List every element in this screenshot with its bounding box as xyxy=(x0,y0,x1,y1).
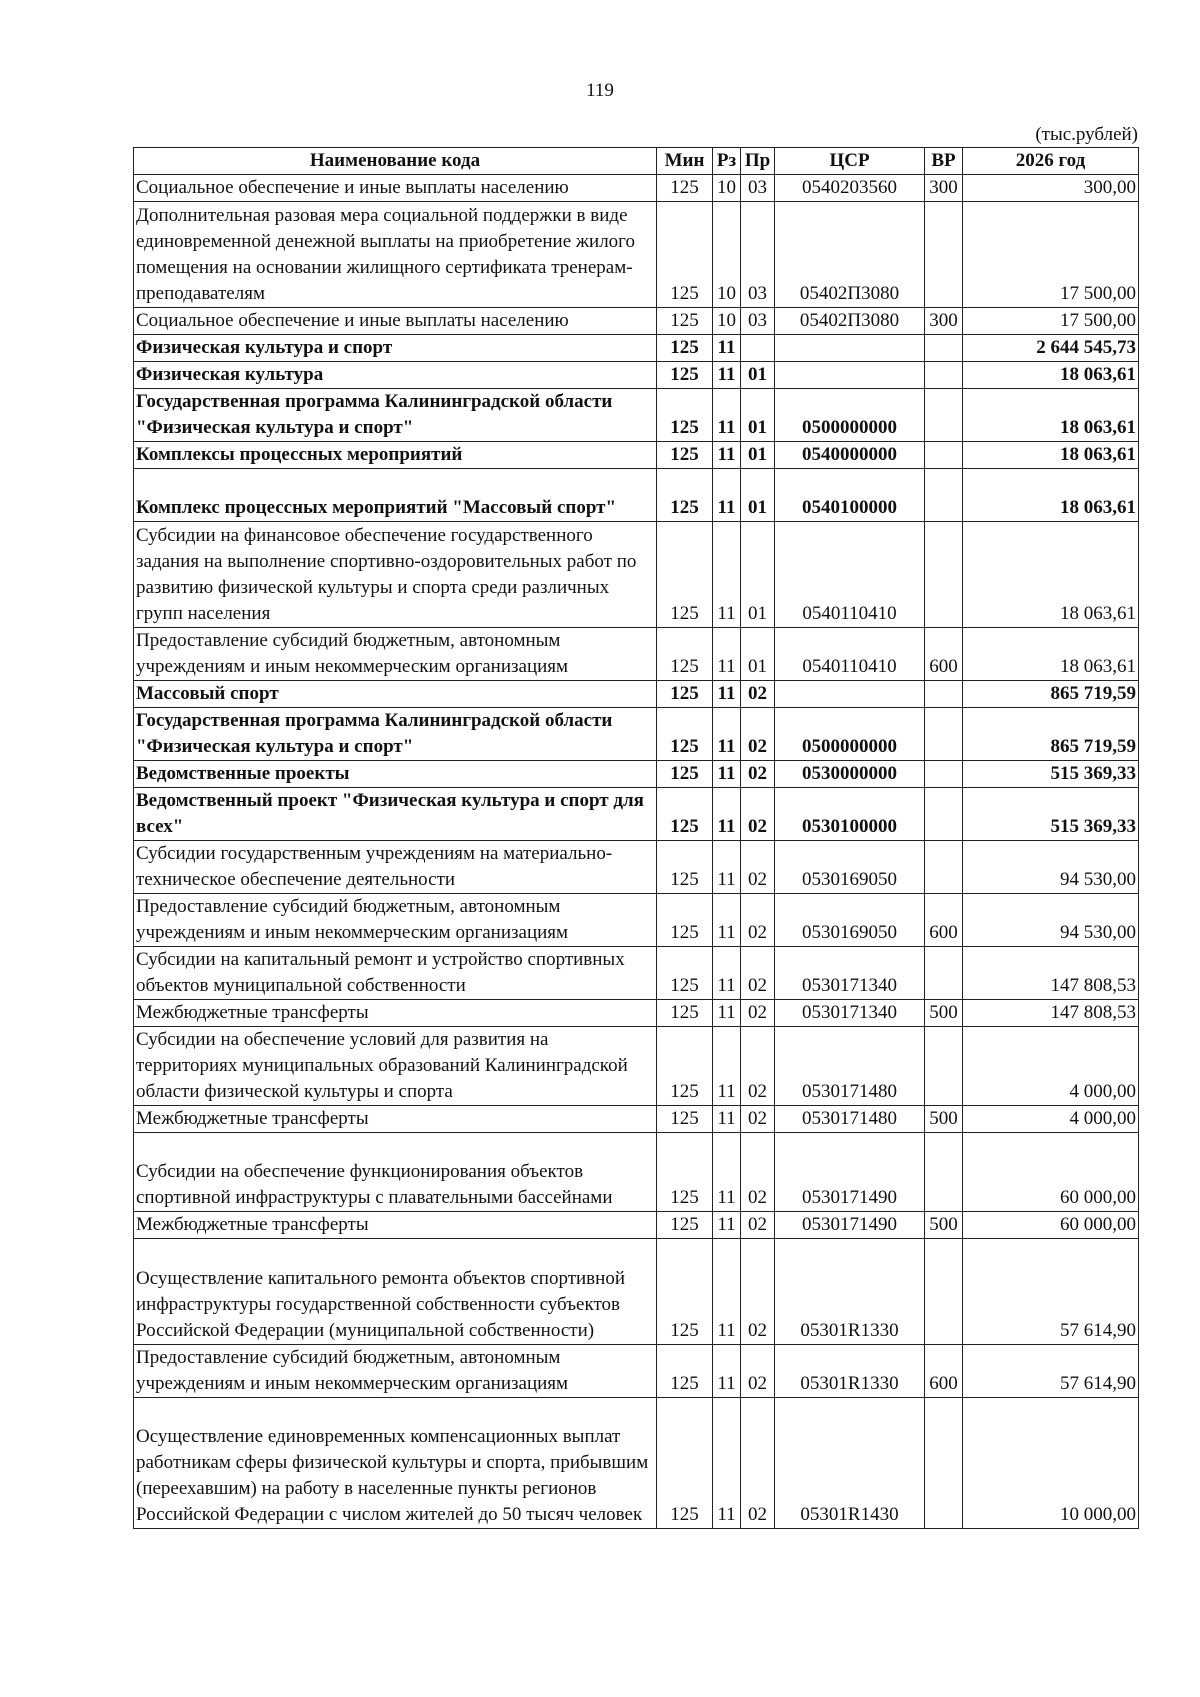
cell-csr: 0530171490 xyxy=(775,1133,925,1212)
cell-min: 125 xyxy=(657,788,713,841)
cell-pr: 01 xyxy=(741,389,775,442)
cell-amount: 4 000,00 xyxy=(963,1106,1139,1133)
cell-pr: 02 xyxy=(741,708,775,761)
cell-amount: 57 614,90 xyxy=(963,1239,1139,1345)
cell-vr xyxy=(925,362,963,389)
cell-amount: 18 063,61 xyxy=(963,389,1139,442)
budget-table xyxy=(133,147,1139,1529)
cell-name: Субсидии на обеспечение функционирования объектов спортивной инфраструктуры с плавательными бассейнами xyxy=(134,1133,657,1212)
cell-amount: 515 369,33 xyxy=(963,788,1139,841)
cell-name: Субсидии на капитальный ремонт и устройство спортивных объектов муниципальной собственности xyxy=(134,947,657,1000)
cell-name: Межбюджетные трансферты xyxy=(134,1212,657,1239)
cell-rz: 11 xyxy=(713,1027,741,1106)
cell-csr: 0540000000 xyxy=(775,442,925,469)
cell-vr: 500 xyxy=(925,1106,963,1133)
cell-rz: 11 xyxy=(713,362,741,389)
cell-csr xyxy=(775,681,925,708)
cell-pr: 02 xyxy=(741,681,775,708)
cell-vr: 500 xyxy=(925,1000,963,1027)
table-row xyxy=(134,1133,1139,1212)
cell-rz: 10 xyxy=(713,202,741,308)
cell-csr: 05402П3080 xyxy=(775,202,925,308)
cell-amount: 2 644 545,73 xyxy=(963,335,1139,362)
cell-rz: 11 xyxy=(713,1345,741,1398)
cell-min: 125 xyxy=(657,1345,713,1398)
cell-min: 125 xyxy=(657,681,713,708)
cell-pr: 02 xyxy=(741,1027,775,1106)
units-label: (тыс.рублей) xyxy=(1035,124,1138,145)
cell-csr: 0500000000 xyxy=(775,708,925,761)
cell-pr: 02 xyxy=(741,894,775,947)
cell-csr: 0540203560 xyxy=(775,175,925,202)
cell-rz: 11 xyxy=(713,761,741,788)
cell-pr: 02 xyxy=(741,788,775,841)
cell-amount: 17 500,00 xyxy=(963,308,1139,335)
cell-min: 125 xyxy=(657,1106,713,1133)
table-row xyxy=(134,442,1139,469)
cell-vr xyxy=(925,708,963,761)
cell-min: 125 xyxy=(657,202,713,308)
cell-amount: 94 530,00 xyxy=(963,894,1139,947)
cell-csr: 0500000000 xyxy=(775,389,925,442)
cell-name: Осуществление единовременных компенсационных выплат работникам сферы физической культуры и спорта, прибывшим (переехавшим) на работу в населенные пункты регионов Российской Федерации с числом жителей до 50 тысяч человек xyxy=(134,1398,657,1529)
cell-rz: 11 xyxy=(713,1106,741,1133)
cell-rz: 10 xyxy=(713,175,741,202)
cell-name: Ведомственный проект "Физическая культура и спорт для всех" xyxy=(134,788,657,841)
cell-vr xyxy=(925,1239,963,1345)
cell-name: Массовый спорт xyxy=(134,681,657,708)
table-row xyxy=(134,761,1139,788)
cell-name: Комплекс процессных мероприятий "Массовый спорт" xyxy=(134,469,657,522)
cell-csr: 0530100000 xyxy=(775,788,925,841)
cell-csr: 05301R1330 xyxy=(775,1345,925,1398)
cell-amount: 18 063,61 xyxy=(963,469,1139,522)
table-body xyxy=(134,175,1139,1529)
cell-min: 125 xyxy=(657,522,713,628)
cell-name: Субсидии государственным учреждениям на материально-техническое обеспечение деятельности xyxy=(134,841,657,894)
cell-name: Социальное обеспечение и иные выплаты населению xyxy=(134,308,657,335)
cell-pr: 03 xyxy=(741,175,775,202)
cell-vr xyxy=(925,469,963,522)
cell-csr: 0530000000 xyxy=(775,761,925,788)
cell-rz: 10 xyxy=(713,308,741,335)
cell-min: 125 xyxy=(657,841,713,894)
cell-csr: 0540110410 xyxy=(775,522,925,628)
cell-amount: 10 000,00 xyxy=(963,1398,1139,1529)
table-row xyxy=(134,1000,1139,1027)
cell-pr: 01 xyxy=(741,628,775,681)
cell-vr xyxy=(925,788,963,841)
cell-name: Физическая культура и спорт xyxy=(134,335,657,362)
cell-vr: 300 xyxy=(925,308,963,335)
cell-min: 125 xyxy=(657,761,713,788)
cell-vr: 300 xyxy=(925,175,963,202)
table-row xyxy=(134,1398,1139,1529)
cell-pr: 02 xyxy=(741,1239,775,1345)
cell-csr: 0530171490 xyxy=(775,1212,925,1239)
cell-pr: 02 xyxy=(741,1106,775,1133)
cell-pr xyxy=(741,335,775,362)
cell-amount: 60 000,00 xyxy=(963,1212,1139,1239)
cell-name: Социальное обеспечение и иные выплаты населению xyxy=(134,175,657,202)
cell-name: Ведомственные проекты xyxy=(134,761,657,788)
table-row xyxy=(134,308,1139,335)
cell-csr: 05402П3080 xyxy=(775,308,925,335)
table-row xyxy=(134,522,1139,628)
table-row xyxy=(134,1212,1139,1239)
cell-vr xyxy=(925,202,963,308)
cell-amount: 865 719,59 xyxy=(963,681,1139,708)
cell-name: Физическая культура xyxy=(134,362,657,389)
cell-csr: 0540100000 xyxy=(775,469,925,522)
cell-name: Осуществление капитального ремонта объектов спортивной инфраструктуры государственной собственности субъектов Российской Федерации (муниципальной собственности) xyxy=(134,1239,657,1345)
cell-name: Субсидии на обеспечение условий для развития на территориях муниципальных образований Калининградской области физической культуры и спорта xyxy=(134,1027,657,1106)
cell-min: 125 xyxy=(657,894,713,947)
cell-vr xyxy=(925,681,963,708)
cell-rz: 11 xyxy=(713,947,741,1000)
cell-vr xyxy=(925,1398,963,1529)
cell-vr xyxy=(925,522,963,628)
cell-rz: 11 xyxy=(713,894,741,947)
table-row xyxy=(134,947,1139,1000)
cell-min: 125 xyxy=(657,175,713,202)
cell-name: Предоставление субсидий бюджетным, автономным учреждениям и иным некоммерческим организациям xyxy=(134,894,657,947)
table-row xyxy=(134,202,1139,308)
cell-amount: 94 530,00 xyxy=(963,841,1139,894)
table-row xyxy=(134,1345,1139,1398)
page-number: 119 xyxy=(586,80,614,101)
cell-pr: 02 xyxy=(741,1000,775,1027)
cell-rz: 11 xyxy=(713,1239,741,1345)
cell-min: 125 xyxy=(657,1239,713,1345)
cell-vr xyxy=(925,761,963,788)
header-pr: Пр xyxy=(741,148,775,175)
cell-vr: 600 xyxy=(925,894,963,947)
cell-rz: 11 xyxy=(713,1398,741,1529)
cell-rz: 11 xyxy=(713,335,741,362)
cell-min: 125 xyxy=(657,308,713,335)
header-csr: ЦСР xyxy=(775,148,925,175)
cell-min: 125 xyxy=(657,389,713,442)
cell-csr: 05301R1330 xyxy=(775,1239,925,1345)
cell-rz: 11 xyxy=(713,1000,741,1027)
table-row xyxy=(134,708,1139,761)
cell-amount: 18 063,61 xyxy=(963,522,1139,628)
header-year: 2026 год xyxy=(963,148,1139,175)
cell-rz: 11 xyxy=(713,522,741,628)
cell-vr xyxy=(925,389,963,442)
cell-amount: 865 719,59 xyxy=(963,708,1139,761)
cell-vr: 600 xyxy=(925,1345,963,1398)
cell-amount: 147 808,53 xyxy=(963,1000,1139,1027)
cell-min: 125 xyxy=(657,947,713,1000)
cell-min: 125 xyxy=(657,1133,713,1212)
table-row xyxy=(134,469,1139,522)
table-row xyxy=(134,788,1139,841)
cell-csr: 0530169050 xyxy=(775,841,925,894)
cell-name: Дополнительная разовая мера социальной поддержки в виде единовременной денежной выплаты на приобретение жилого помещения на основании жилищного сертификата тренерам-преподавателям xyxy=(134,202,657,308)
cell-name: Межбюджетные трансферты xyxy=(134,1106,657,1133)
cell-csr: 05301R1430 xyxy=(775,1398,925,1529)
cell-name: Государственная программа Калининградской области "Физическая культура и спорт" xyxy=(134,389,657,442)
table-row xyxy=(134,1027,1139,1106)
cell-rz: 11 xyxy=(713,469,741,522)
cell-rz: 11 xyxy=(713,681,741,708)
cell-pr: 03 xyxy=(741,308,775,335)
cell-pr: 02 xyxy=(741,947,775,1000)
cell-amount: 57 614,90 xyxy=(963,1345,1139,1398)
cell-rz: 11 xyxy=(713,708,741,761)
cell-min: 125 xyxy=(657,1027,713,1106)
cell-name: Межбюджетные трансферты xyxy=(134,1000,657,1027)
cell-csr: 0530171340 xyxy=(775,1000,925,1027)
cell-rz: 11 xyxy=(713,1212,741,1239)
cell-pr: 02 xyxy=(741,1398,775,1529)
cell-csr: 0530169050 xyxy=(775,894,925,947)
cell-rz: 11 xyxy=(713,1133,741,1212)
cell-vr xyxy=(925,841,963,894)
cell-vr xyxy=(925,1133,963,1212)
cell-csr xyxy=(775,335,925,362)
table-row xyxy=(134,628,1139,681)
table-row xyxy=(134,1239,1139,1345)
cell-min: 125 xyxy=(657,335,713,362)
cell-pr: 03 xyxy=(741,202,775,308)
cell-amount: 18 063,61 xyxy=(963,442,1139,469)
header-name: Наименование кода xyxy=(134,148,657,175)
cell-rz: 11 xyxy=(713,628,741,681)
cell-min: 125 xyxy=(657,469,713,522)
cell-rz: 11 xyxy=(713,442,741,469)
cell-amount: 300,00 xyxy=(963,175,1139,202)
cell-pr: 02 xyxy=(741,1345,775,1398)
cell-name: Предоставление субсидий бюджетным, автономным учреждениям и иным некоммерческим организациям xyxy=(134,628,657,681)
cell-amount: 60 000,00 xyxy=(963,1133,1139,1212)
cell-pr: 01 xyxy=(741,469,775,522)
header-min: Мин xyxy=(657,148,713,175)
cell-min: 125 xyxy=(657,442,713,469)
header-vr: ВР xyxy=(925,148,963,175)
cell-pr: 02 xyxy=(741,1133,775,1212)
cell-pr: 02 xyxy=(741,761,775,788)
cell-min: 125 xyxy=(657,1212,713,1239)
cell-vr xyxy=(925,947,963,1000)
cell-vr: 600 xyxy=(925,628,963,681)
cell-amount: 17 500,00 xyxy=(963,202,1139,308)
table-header-row xyxy=(134,148,1139,175)
cell-rz: 11 xyxy=(713,841,741,894)
cell-min: 125 xyxy=(657,362,713,389)
header-rz: Рз xyxy=(713,148,741,175)
cell-csr: 0530171480 xyxy=(775,1106,925,1133)
table-row xyxy=(134,335,1139,362)
table-row xyxy=(134,681,1139,708)
cell-csr: 0530171480 xyxy=(775,1027,925,1106)
cell-amount: 4 000,00 xyxy=(963,1027,1139,1106)
cell-min: 125 xyxy=(657,1000,713,1027)
cell-rz: 11 xyxy=(713,389,741,442)
cell-amount: 515 369,33 xyxy=(963,761,1139,788)
cell-name: Комплексы процессных мероприятий xyxy=(134,442,657,469)
cell-amount: 18 063,61 xyxy=(963,628,1139,681)
table-row xyxy=(134,362,1139,389)
cell-pr: 01 xyxy=(741,362,775,389)
table-row xyxy=(134,389,1139,442)
cell-csr: 0540110410 xyxy=(775,628,925,681)
cell-name: Субсидии на финансовое обеспечение государственного задания на выполнение спортивно-оздоровительных работ по развитию физической культуры и спорта среди различных групп населения xyxy=(134,522,657,628)
table-row xyxy=(134,894,1139,947)
cell-amount: 147 808,53 xyxy=(963,947,1139,1000)
cell-name: Предоставление субсидий бюджетным, автономным учреждениям и иным некоммерческим организациям xyxy=(134,1345,657,1398)
cell-csr xyxy=(775,362,925,389)
cell-vr xyxy=(925,335,963,362)
cell-pr: 02 xyxy=(741,1212,775,1239)
table-row xyxy=(134,1106,1139,1133)
cell-vr xyxy=(925,1027,963,1106)
cell-min: 125 xyxy=(657,628,713,681)
cell-min: 125 xyxy=(657,708,713,761)
table-row xyxy=(134,841,1139,894)
cell-pr: 01 xyxy=(741,522,775,628)
cell-amount: 18 063,61 xyxy=(963,362,1139,389)
cell-csr: 0530171340 xyxy=(775,947,925,1000)
cell-name: Государственная программа Калининградской области "Физическая культура и спорт" xyxy=(134,708,657,761)
cell-rz: 11 xyxy=(713,788,741,841)
cell-pr: 01 xyxy=(741,442,775,469)
cell-min: 125 xyxy=(657,1398,713,1529)
cell-vr: 500 xyxy=(925,1212,963,1239)
table-row xyxy=(134,175,1139,202)
cell-vr xyxy=(925,442,963,469)
cell-pr: 02 xyxy=(741,841,775,894)
